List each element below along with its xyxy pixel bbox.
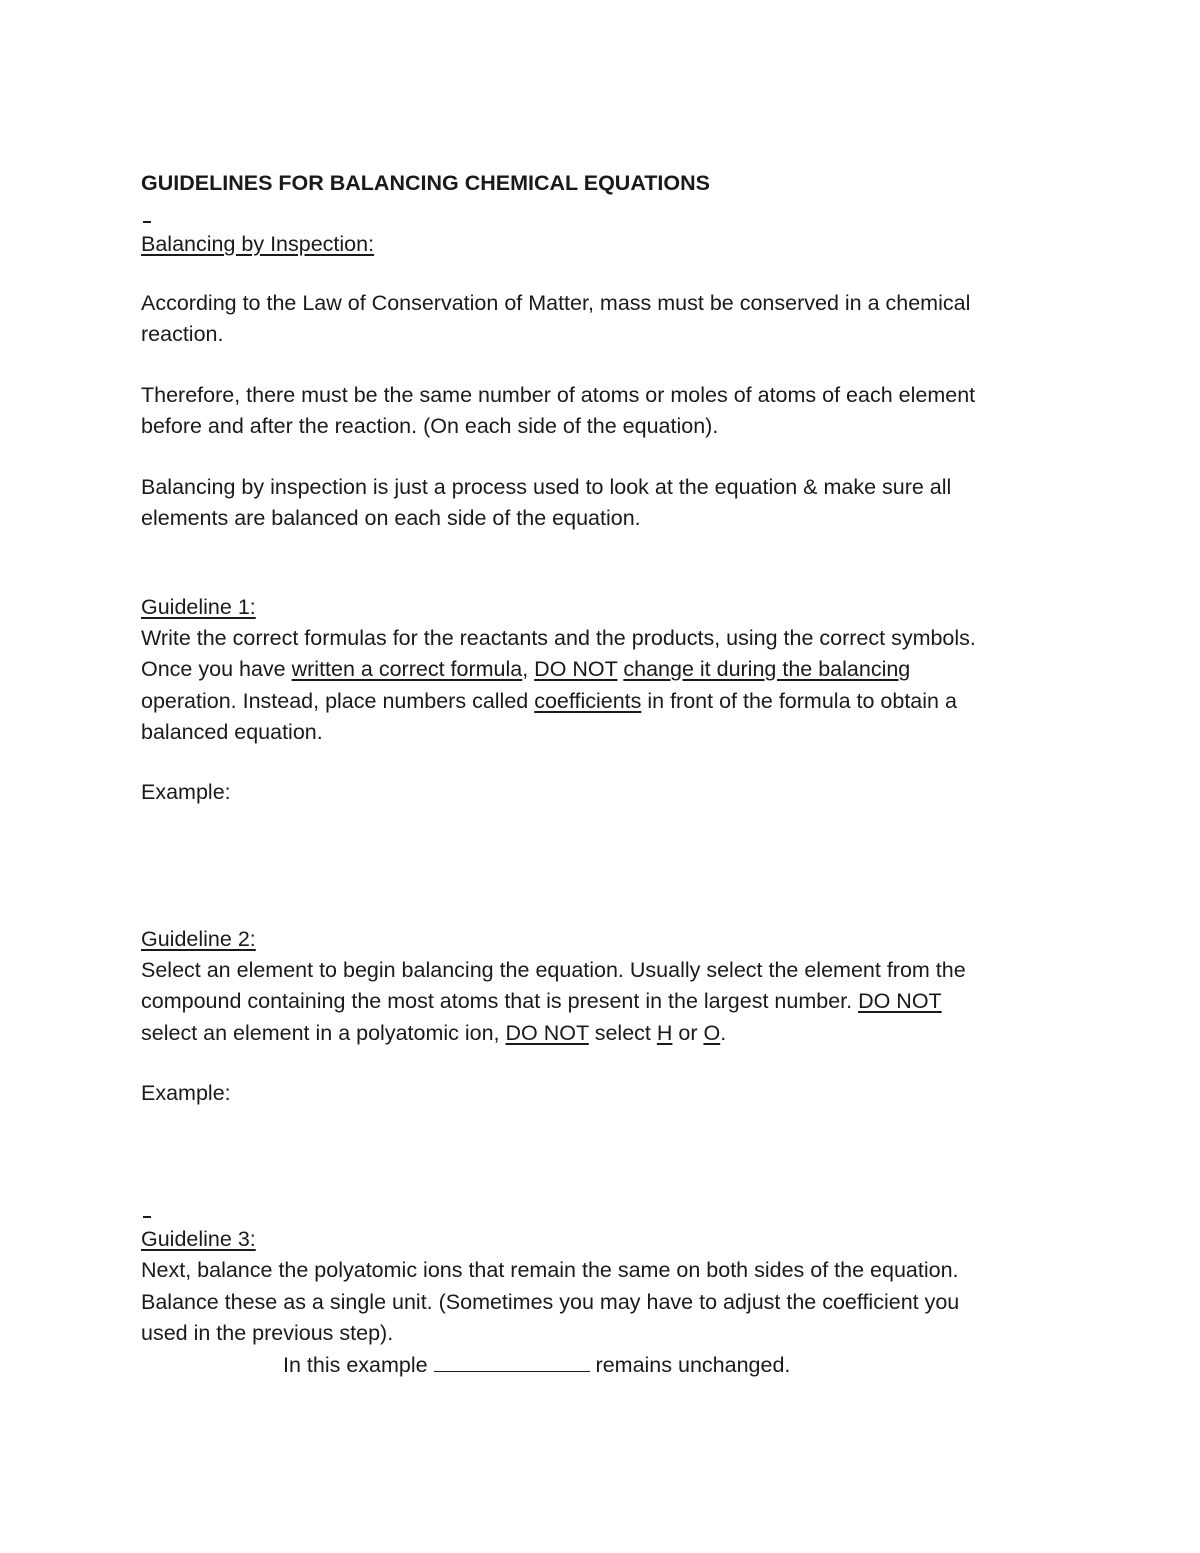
guideline-3-line: Balance these as a single unit. (Sometimes you may have to adjust the coefficient you [141, 1290, 960, 1314]
text-run: remains unchanged. [589, 1353, 791, 1377]
text-run: in front of the formula to obtain a [641, 689, 957, 713]
underlined-text: coefficients [534, 689, 642, 713]
example-label: Example: [141, 1081, 231, 1105]
underlined-text: H [656, 1021, 673, 1045]
paragraph-line: According to the Law of Conservation of Matter, mass must be conserved in a chemical [141, 291, 971, 315]
guideline-1-heading: Guideline 1: [141, 595, 256, 619]
text-run: select an element in a polyatomic ion, [141, 1021, 506, 1045]
text-run: operation. Instead, place numbers called [141, 689, 535, 713]
guideline-3-line: used in the previous step). [141, 1321, 394, 1345]
underlined-text: DO NOT [858, 989, 942, 1013]
paragraph-line: Balancing by inspection is just a process used to look at the equation & make sure all [141, 475, 952, 499]
text-run: In this example [283, 1353, 434, 1377]
underlined-text: O [703, 1021, 721, 1045]
stray-mark [143, 1216, 151, 1218]
guideline-2-line: Select an element to begin balancing the equation. Usually select the element from the [141, 958, 966, 982]
paragraph-line: elements are balanced on each side of the equation. [141, 506, 641, 530]
example-label: Example: [141, 780, 231, 804]
guideline-2-line [141, 1018, 726, 1049]
guideline-1-line: balanced equation. [141, 720, 323, 744]
guideline-3-line: Next, balance the polyatomic ions that remain the same on both sides of the equation. [141, 1258, 959, 1282]
text-run: . [720, 1021, 727, 1045]
guideline-2-heading: Guideline 2: [141, 927, 256, 951]
underlined-text: DO NOT [534, 657, 618, 681]
document-title: GUIDELINES FOR BALANCING CHEMICAL EQUATIONS [141, 171, 710, 195]
underlined-text: written a correct formula [291, 657, 523, 681]
guideline-1-line [141, 686, 957, 717]
paragraph-line: Therefore, there must be the same number of atoms or moles of atoms of each element [141, 383, 976, 407]
guideline-1-line: Write the correct formulas for the reactants and the products, using the correct symbols. [141, 626, 976, 650]
guideline-3-line [283, 1350, 790, 1381]
fill-in-blank[interactable] [434, 1351, 590, 1372]
guideline-1-line [141, 654, 910, 685]
guideline-3-heading: Guideline 3: [141, 1227, 256, 1251]
stray-mark [143, 221, 151, 223]
text-run: select [588, 1021, 657, 1045]
text-run: Once you have [141, 657, 292, 681]
underlined-text: DO NOT [505, 1021, 589, 1045]
text-run: or [672, 1021, 704, 1045]
underlined-text: change it during the balancing [623, 657, 911, 681]
paragraph-line: before and after the reaction. (On each side of the equation). [141, 414, 719, 438]
guideline-2-line [141, 986, 942, 1017]
paragraph-line: reaction. [141, 322, 224, 346]
text-run: compound containing the most atoms that is present in the largest number. [141, 989, 859, 1013]
text-run: , [522, 657, 535, 681]
section-heading-inspection: Balancing by Inspection: [141, 232, 375, 256]
